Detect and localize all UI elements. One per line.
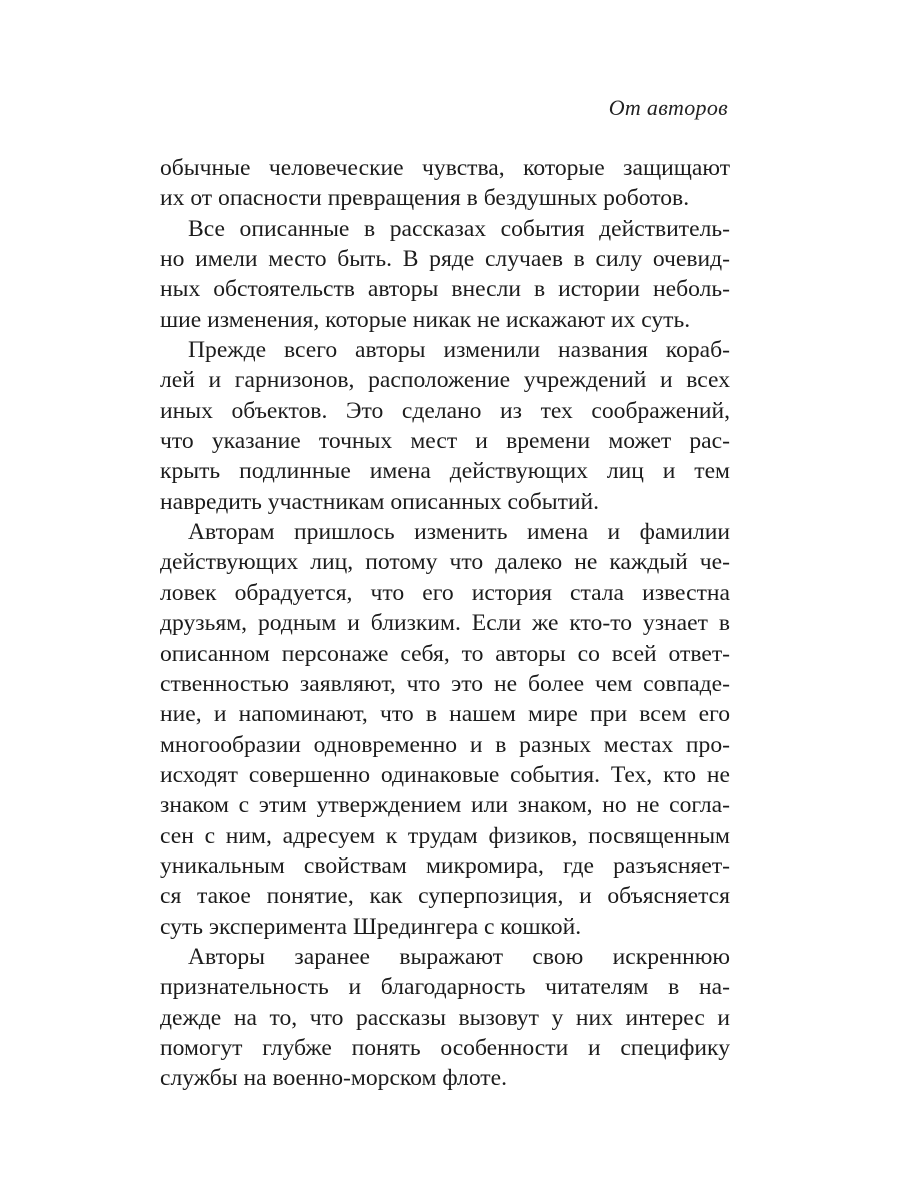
text-line: уникальным свойствам микромира, где разъясняет-: [160, 852, 730, 879]
text-line: суть эксперимента Шредингера с кошкой.: [160, 913, 582, 940]
paragraph: [160, 335, 730, 517]
text-line: обычные человеческие чувства, которые защищают: [160, 155, 730, 181]
text-line: шие изменения, которые никак не искажают их суть.: [160, 306, 691, 333]
text-line: их от опасности превращения в бездушных роботов.: [160, 185, 690, 212]
text-line: лей и гарнизонов, расположение учреждений и всех: [160, 367, 730, 394]
text-line: дежде на то, что рассказы вызовут у них интерес и: [160, 1004, 730, 1031]
running-head: От авторов: [608, 95, 728, 120]
text-line: ловек обрадуется, что его история стала известна: [160, 579, 730, 606]
paragraph: [160, 214, 730, 335]
text-line: ных обстоятельств авторы внесли в истории неболь-: [160, 276, 730, 303]
text-line: сен с ним, адресуем к трудам физиков, посвященным: [160, 822, 730, 849]
text-line: знаком с этим утверждением или знаком, но не согла-: [160, 792, 730, 819]
text-line: Прежде всего авторы изменили названия кораб-: [188, 337, 730, 364]
text-line: иных объектов. Это сделано из тех соображений,: [160, 397, 730, 424]
text-line: ние, и напоминают, что в нашем мире при всем его: [160, 701, 730, 728]
text-line: ственностью заявляют, что это не более чем совпаде-: [160, 670, 730, 697]
text-line: ся такое понятие, как суперпозиция, и объясняется: [160, 883, 730, 910]
text-line: Авторы заранее выражают свою искреннюю: [188, 943, 730, 970]
paragraph: [160, 517, 730, 942]
text-line: Все описанные в рассказах события действитель-: [188, 215, 730, 242]
text-line: действующих лиц, потому что далеко не каждый че-: [160, 549, 730, 576]
text-line: признательность и благодарность читателям в на-: [160, 974, 730, 1001]
text-line: но имели место быть. В ряде случаев в силу очевид-: [160, 246, 730, 273]
text-line: Авторам пришлось изменить имена и фамилии: [188, 519, 730, 546]
paragraph: [160, 942, 730, 1094]
text-line: службы на военно-морском флоте.: [160, 1065, 507, 1092]
text-line: навредить участникам описанных событий.: [160, 488, 600, 515]
paragraph: [160, 153, 730, 214]
text-line: многообразии одновременно и в разных местах про-: [160, 731, 730, 758]
text-line: друзьям, родным и близким. Если же кто-то узнает в: [160, 610, 730, 637]
text-line: исходят совершенно одинаковые события. Тех, кто не: [160, 761, 730, 788]
body-text: [160, 153, 730, 1094]
text-line: описанном персонаже себя, то авторы со всей ответ-: [160, 640, 730, 667]
text-line: что указание точных мест и времени может рас-: [160, 428, 730, 455]
text-line: крыть подлинные имена действующих лиц и тем: [160, 458, 730, 485]
text-line: помогут глубже понять особенности и специфику: [160, 1034, 730, 1061]
